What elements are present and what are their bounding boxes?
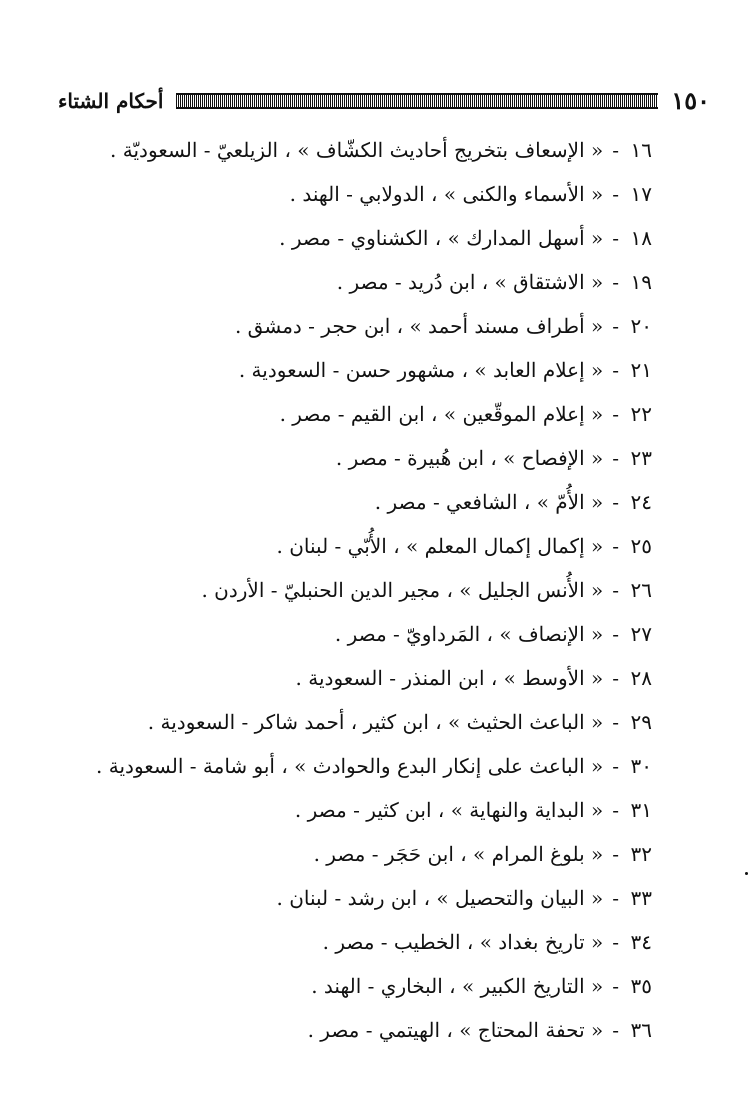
entry-dash: -: [612, 138, 619, 162]
reference-entry: [112, 621, 652, 665]
reference-entry: [112, 489, 652, 533]
entry-dash: -: [612, 490, 619, 514]
entry-number: ٢٠: [630, 314, 652, 338]
reference-entry: [112, 181, 652, 225]
entry-text: « الإسعاف بتخريج أحاديث الكشّاف » ، الزيلعيّ - السعوديّة .: [110, 138, 604, 162]
reference-entry: [112, 1017, 652, 1061]
entry-number: ٢٢: [630, 402, 652, 426]
entry-text: « إعلام الموقّعين » ، ابن القيم - مصر .: [279, 402, 604, 426]
reference-entry: [112, 577, 652, 621]
reference-entry: [112, 313, 652, 357]
entry-dash: -: [612, 226, 619, 250]
entry-dash: -: [612, 402, 619, 426]
entry-text: « الأُمّ » ، الشافعي - مصر .: [374, 490, 604, 514]
entry-dash: -: [612, 182, 619, 206]
entry-number: ٢٨: [630, 666, 652, 690]
page-number: ١٥٠: [671, 86, 710, 115]
entry-dash: -: [612, 446, 619, 470]
entry-dash: -: [612, 798, 619, 822]
entry-number: ٢٣: [630, 446, 652, 470]
reference-list: [96, 137, 652, 1061]
entry-text: « تحفة المحتاج » ، الهيتمي - مصر .: [307, 1018, 604, 1042]
entry-number: ١٨: [630, 226, 652, 250]
entry-text: « الإنصاف » ، المَرداويّ - مصر .: [334, 622, 604, 646]
entry-dash: -: [612, 842, 619, 866]
reference-entry: [112, 225, 652, 269]
entry-number: ٢٧: [630, 622, 652, 646]
entry-text: « الأسماء والكنى » ، الدولابي - الهند .: [289, 182, 604, 206]
entry-number: ٣٢: [630, 842, 652, 866]
entry-text: « البداية والنهاية » ، ابن كثير - مصر .: [294, 798, 604, 822]
entry-dash: -: [612, 886, 619, 910]
reference-entry: [112, 445, 652, 489]
entry-text: « إكمال إكمال المعلم » ، الأُبّي - لبنان .: [276, 534, 604, 558]
entry-dash: -: [612, 534, 619, 558]
entry-dash: -: [612, 1018, 619, 1042]
entry-text: « التاريخ الكبير » ، البخاري - الهند .: [311, 974, 604, 998]
reference-entry: [112, 973, 652, 1017]
reference-entry: [112, 665, 652, 709]
scan-mark: [745, 872, 748, 875]
reference-entry: [112, 401, 652, 445]
entry-dash: -: [612, 930, 619, 954]
entry-text: « أسهل المدارك » ، الكشناوي - مصر .: [279, 226, 604, 250]
entry-dash: -: [612, 622, 619, 646]
reference-entry: [112, 929, 652, 973]
entry-number: ٣٠: [630, 754, 652, 778]
entry-text: « أطراف مسند أحمد » ، ابن حجر - دمشق .: [234, 314, 604, 338]
entry-number: ٣١: [630, 798, 652, 822]
entry-number: ٢٦: [630, 578, 652, 602]
entry-text: « الاشتقاق » ، ابن دُريد - مصر .: [336, 270, 604, 294]
entry-text: « البيان والتحصيل » ، ابن رشد - لبنان .: [276, 886, 604, 910]
entry-dash: -: [612, 666, 619, 690]
entry-dash: -: [612, 974, 619, 998]
entry-text: « الباعث الحثيث » ، ابن كثير ، أحمد شاكر - السعودية .: [147, 710, 604, 734]
reference-entry: [96, 753, 652, 797]
entry-number: ٣٦: [630, 1018, 652, 1042]
entry-number: ٣٣: [630, 886, 652, 910]
entry-text: « تاريخ بغداد » ، الخطيب - مصر .: [322, 930, 604, 954]
entry-dash: -: [612, 270, 619, 294]
entry-number: ٣٤: [630, 930, 652, 954]
entry-dash: -: [612, 358, 619, 382]
running-title: أحكام الشتاء: [58, 89, 164, 113]
entry-text: « بلوغ المرام » ، ابن حَجَر - مصر .: [313, 842, 604, 866]
entry-text: « الأوسط » ، ابن المنذر - السعودية .: [295, 666, 604, 690]
entry-number: ٣٥: [630, 974, 652, 998]
entry-dash: -: [612, 578, 619, 602]
entry-text: « إعلام العابد » ، مشهور حسن - السعودية .: [238, 358, 604, 382]
reference-entry: [112, 269, 652, 313]
page-header: [58, 84, 710, 118]
entry-dash: -: [612, 314, 619, 338]
entry-text: « الباعث على إنكار البدع والحوادث » ، أبو شامة - السعودية .: [96, 754, 604, 778]
entry-number: ١٩: [630, 270, 652, 294]
entry-text: « الإفصاح » ، ابن هُبيرة - مصر .: [335, 446, 604, 470]
reference-entry: [112, 841, 652, 885]
reference-entry: [112, 533, 652, 577]
entry-number: ٢٩: [630, 710, 652, 734]
entry-text: « الأُنس الجليل » ، مجير الدين الحنبليّ - الأردن .: [201, 578, 604, 602]
reference-entry: [112, 137, 652, 181]
entry-number: ٢٤: [630, 490, 652, 514]
entry-number: ١٧: [630, 182, 652, 206]
header-rule: [176, 93, 658, 109]
entry-dash: -: [612, 754, 619, 778]
entry-number: ٢٥: [630, 534, 652, 558]
entry-dash: -: [612, 710, 619, 734]
entry-number: ١٦: [630, 138, 652, 162]
reference-entry: [112, 709, 652, 753]
reference-entry: [112, 885, 652, 929]
reference-entry: [112, 797, 652, 841]
entry-number: ٢١: [630, 358, 652, 382]
reference-entry: [112, 357, 652, 401]
